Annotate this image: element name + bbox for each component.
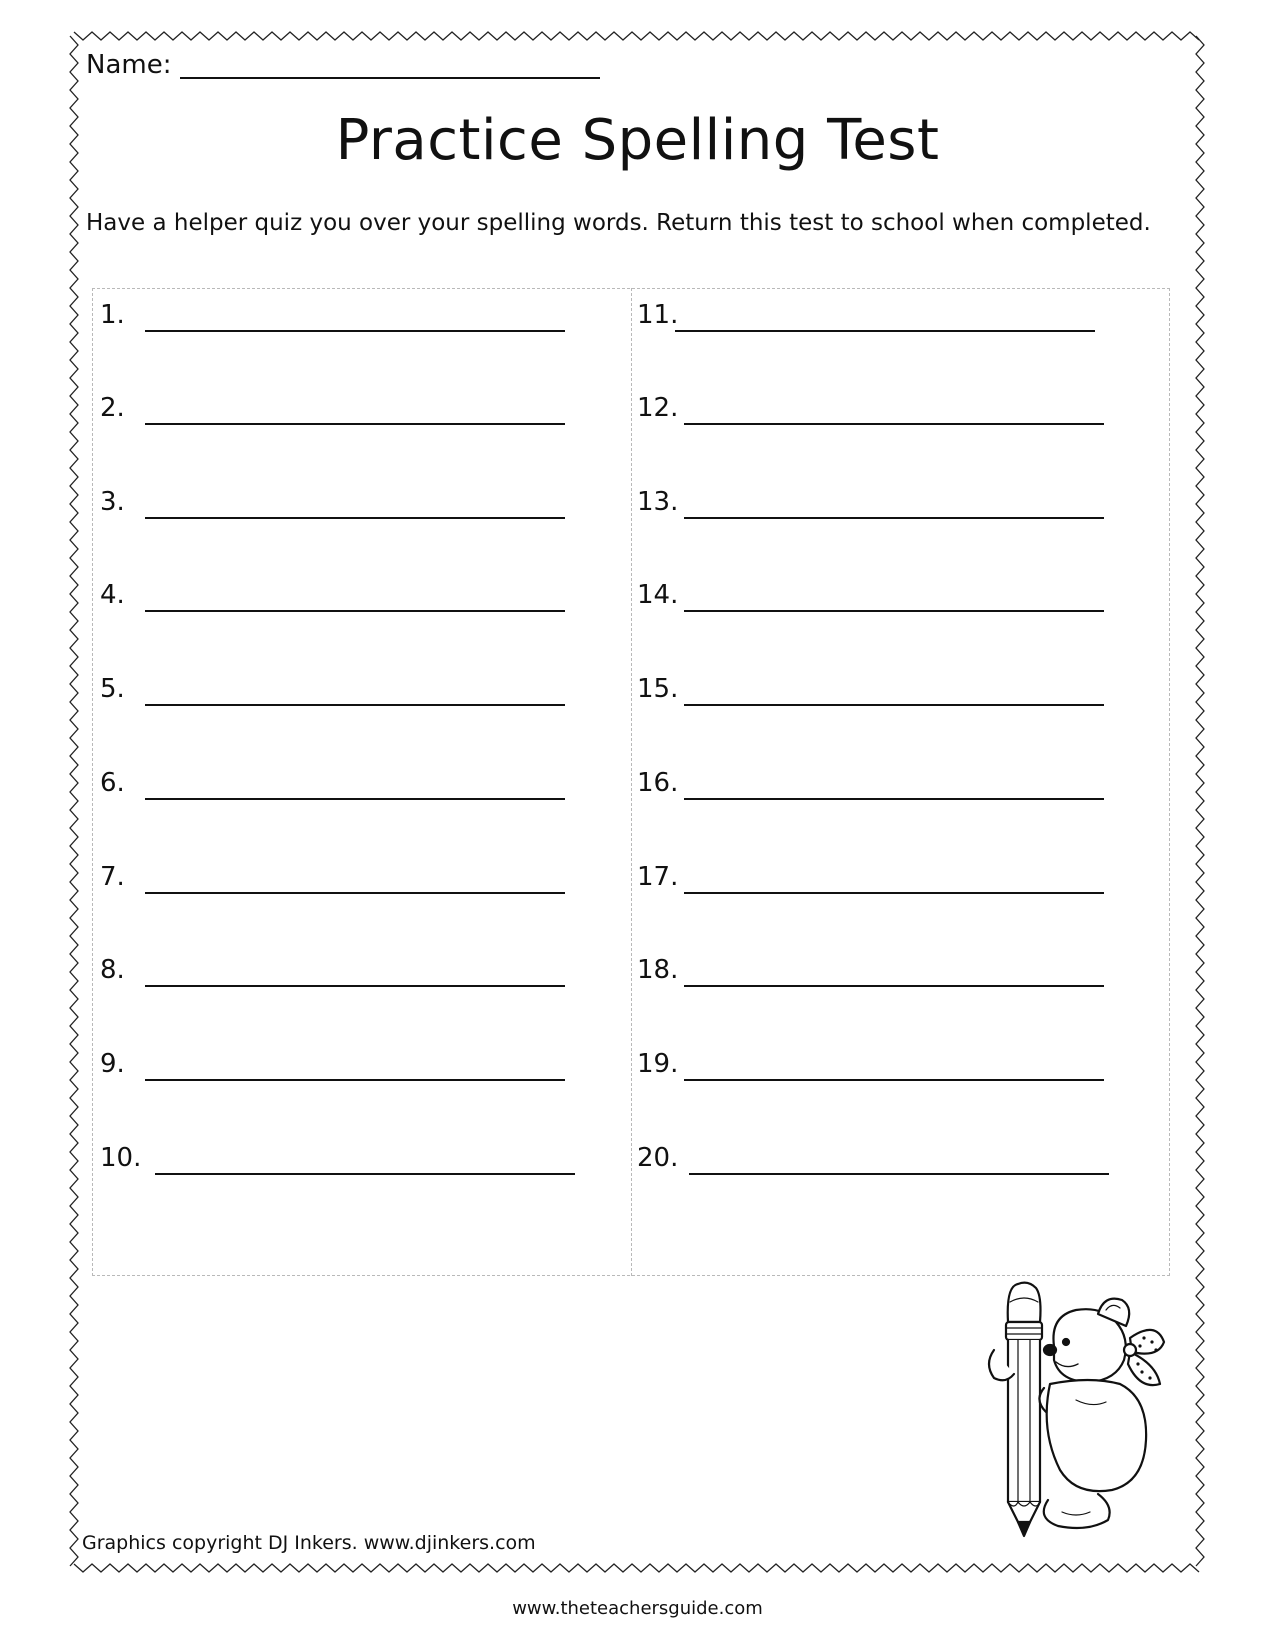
- answer-line[interactable]: [675, 330, 1095, 332]
- list-item: [100, 580, 580, 620]
- answer-line[interactable]: [689, 1173, 1109, 1175]
- list-item: [637, 487, 1107, 527]
- copyright-text: Graphics copyright DJ Inkers. www.djinkers.com: [82, 1532, 536, 1554]
- list-item: [100, 487, 580, 527]
- instructions-text: Have a helper quiz you over your spelling words. Return this test to school when completed.: [86, 210, 1151, 236]
- list-item: [100, 862, 580, 902]
- item-number: 14.: [637, 580, 679, 610]
- item-number: 17.: [637, 862, 679, 892]
- item-number: 11.: [637, 300, 679, 330]
- item-number: 7.: [100, 862, 125, 892]
- answer-line[interactable]: [684, 798, 1104, 800]
- answer-line[interactable]: [684, 892, 1104, 894]
- name-field[interactable]: [180, 77, 600, 79]
- answer-line[interactable]: [145, 892, 565, 894]
- list-item: [100, 768, 580, 808]
- item-number: 15.: [637, 674, 679, 704]
- name-label: Name:: [86, 50, 172, 80]
- list-item: [637, 1143, 1117, 1183]
- item-number: 20.: [637, 1143, 679, 1173]
- answer-line[interactable]: [684, 1079, 1104, 1081]
- item-number: 16.: [637, 768, 679, 798]
- list-item: [637, 300, 1107, 340]
- list-item: [637, 580, 1107, 620]
- list-item: [100, 1049, 580, 1089]
- item-number: 4.: [100, 580, 125, 610]
- answer-line[interactable]: [145, 985, 565, 987]
- list-item: [100, 955, 580, 995]
- list-item: [637, 955, 1107, 995]
- list-item: [637, 393, 1107, 433]
- item-number: 19.: [637, 1049, 679, 1079]
- item-number: 13.: [637, 487, 679, 517]
- answer-line[interactable]: [145, 517, 565, 519]
- answer-line[interactable]: [684, 610, 1104, 612]
- list-item: [100, 300, 580, 340]
- item-number: 2.: [100, 393, 125, 423]
- list-item: [637, 768, 1107, 808]
- answer-line[interactable]: [684, 704, 1104, 706]
- list-item: [637, 862, 1107, 902]
- item-number: 6.: [100, 768, 125, 798]
- answer-line[interactable]: [684, 423, 1104, 425]
- answer-line[interactable]: [684, 517, 1104, 519]
- answer-line[interactable]: [684, 985, 1104, 987]
- item-number: 12.: [637, 393, 679, 423]
- footer-url[interactable]: www.theteachersguide.com: [512, 1598, 763, 1619]
- item-number: 9.: [100, 1049, 125, 1079]
- list-item: [100, 393, 580, 433]
- list-item: [637, 1049, 1107, 1089]
- item-number: 10.: [100, 1143, 142, 1173]
- column-divider: [631, 288, 632, 1276]
- list-item: [100, 1143, 590, 1183]
- answer-line[interactable]: [145, 423, 565, 425]
- answer-line[interactable]: [145, 330, 565, 332]
- answer-line[interactable]: [145, 798, 565, 800]
- bear-with-pencil-icon: [980, 1280, 1210, 1540]
- item-number: 3.: [100, 487, 125, 517]
- answer-line[interactable]: [145, 704, 565, 706]
- item-number: 8.: [100, 955, 125, 985]
- answer-line[interactable]: [145, 610, 565, 612]
- answer-line[interactable]: [155, 1173, 575, 1175]
- answer-line[interactable]: [145, 1079, 565, 1081]
- item-number: 1.: [100, 300, 125, 330]
- list-item: [100, 674, 580, 714]
- item-number: 5.: [100, 674, 125, 704]
- list-item: [637, 674, 1107, 714]
- page-title: Practice Spelling Test: [335, 108, 940, 173]
- item-number: 18.: [637, 955, 679, 985]
